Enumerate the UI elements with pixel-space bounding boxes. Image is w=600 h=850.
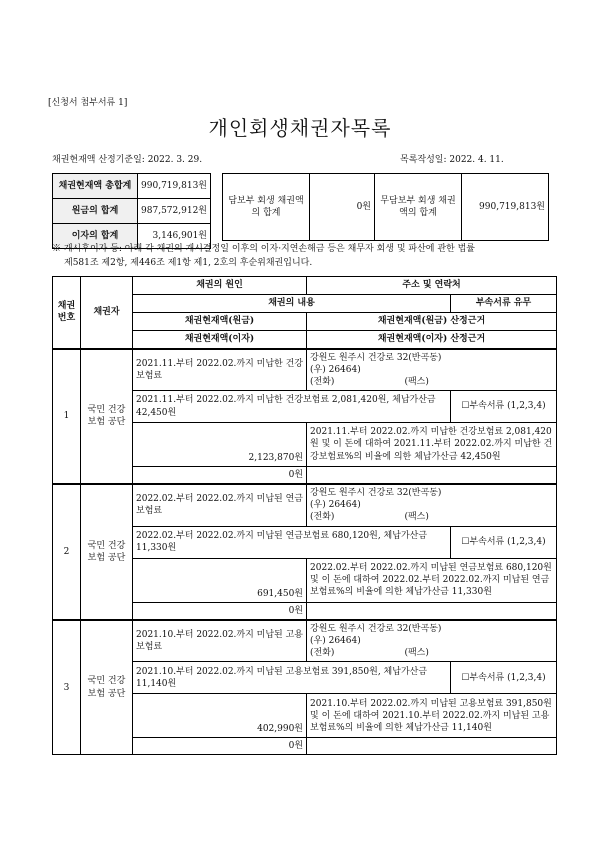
secured-label: 담보부 회생 채권액의 합계 xyxy=(223,174,310,241)
note xyxy=(52,243,562,270)
entry-content: 2022.02.부터 2022.02.까지 미납된 연금보험료 680,120원, 체납가산금 11,330원 xyxy=(133,526,451,558)
entry-content: 2021.11.부터 2022.02.까지 미납한 건강보험료 2,081,420원, 체납가산금 42,450원 xyxy=(133,391,451,423)
entry-fax: (팩스) xyxy=(404,512,429,523)
header-content: 채권의 내용 xyxy=(133,295,451,313)
entry-address-cell xyxy=(307,349,557,391)
entry-principal: 691,450원 xyxy=(133,558,307,602)
principal-sum-label: 원금의 합계 xyxy=(53,199,138,224)
entry-phone: (전화) xyxy=(310,376,335,387)
entry-interest-basis xyxy=(307,738,557,755)
entry-attach: ☐부속서류 (1,2,3,4) xyxy=(451,662,557,694)
header-creditor: 채권자 xyxy=(81,277,133,349)
entry-fax: (팩스) xyxy=(404,376,429,387)
entry-principal-basis: 2021.10.부터 2022.02.까지 미납된 고용보험료 391,850원 및 이 돈에 대하여 2021.10.부터 2022.02.까지 미납된 고용보험료%의 비율에 의한 체납가산금 11,140원 xyxy=(307,694,557,738)
header-no: 채권번호 xyxy=(53,277,81,349)
header-interest-basis: 채권현재액(이자) 산정근거 xyxy=(307,331,557,349)
basis-date: 채권현재액 산정기준일: 2022. 3. 29. xyxy=(52,155,203,165)
entry-address: 강원도 원주시 건강로 32(반곡동) xyxy=(310,623,442,634)
entry-principal-basis: 2021.11.부터 2022.02.까지 미납한 건강보험료 2,081,420원 및 이 돈에 대하여 2021.11.부터 2022.02.까지 미납한 건강보험료%의 비율에 의한 체납가산금 42,450원 xyxy=(307,423,557,467)
entry-contact xyxy=(310,511,553,523)
entry-content: 2021.10.부터 2022.02.까지 미납된 고용보험료 391,850원, 체납가산금 11,140원 xyxy=(133,662,451,694)
entry-attach: ☐부속서류 (1,2,3,4) xyxy=(451,526,557,558)
header-cause: 채권의 원인 xyxy=(133,277,307,295)
entry-principal: 2,123,870원 xyxy=(133,423,307,467)
interest-sum-label: 이자의 합계 xyxy=(53,224,138,249)
entry-interest: 0원 xyxy=(133,602,307,620)
entry-creditor: 국민 건강 보험 공단 xyxy=(81,349,133,485)
unsecured-value: 990,719,813원 xyxy=(462,174,549,241)
entry-creditor: 국민 건강 보험 공단 xyxy=(81,620,133,755)
secured-summary-table xyxy=(222,173,549,241)
unsecured-label: 무담보부 회생 채권액의 합계 xyxy=(375,174,462,241)
entry-address: 강원도 원주시 건강로 32(반곡동) xyxy=(310,352,442,363)
written-date: 목록작성일: 2022. 4. 11. xyxy=(400,155,504,165)
entry-no: 1 xyxy=(53,349,81,485)
note-line-2: 제581조 제2항, 제446조 제1항 제1, 2호의 후순위채권입니다. xyxy=(64,257,313,268)
entry-principal-basis: 2022.02.부터 2022.02.까지 미납된 연금보험료 680,120원 및 이 돈에 대하여 2022.02.부터 2022.02.까지 미납된 연금보험료%의 비율에 의한 체납가산금 11,330원 xyxy=(307,558,557,602)
entry-cause: 2021.11.부터 2022.02.까지 미납한 건강보험료 xyxy=(133,349,307,391)
header-address: 주소 및 연락처 xyxy=(307,277,557,295)
entry-creditor: 국민 건강 보험 공단 xyxy=(81,484,133,620)
entry-phone: (전화) xyxy=(310,648,335,659)
entry-contact xyxy=(310,376,553,388)
entry-postal: (우) 26464) xyxy=(310,500,361,511)
entry-no: 2 xyxy=(53,484,81,620)
entry-interest: 0원 xyxy=(133,738,307,755)
entry-contact xyxy=(310,647,553,659)
summary-table xyxy=(52,173,211,249)
principal-sum-value: 987,572,912원 xyxy=(138,199,211,224)
entry-interest: 0원 xyxy=(133,467,307,485)
entry-attach: ☐부속서류 (1,2,3,4) xyxy=(451,391,557,423)
secured-value: 0원 xyxy=(310,174,375,241)
total-label: 채권현재액 총합계 xyxy=(53,174,138,199)
interest-sum-value: 3,146,901원 xyxy=(138,224,211,249)
document-pretitle: [신청서 첨부서류 1] xyxy=(48,98,128,108)
document-title: 개인회생채권자목록 xyxy=(208,116,392,140)
entry-principal: 402,990원 xyxy=(133,694,307,738)
entry-interest-basis xyxy=(307,602,557,620)
entry-no: 3 xyxy=(53,620,81,755)
entry-cause: 2022.02.부터 2022.02.까지 미납된 연금보험료 xyxy=(133,484,307,526)
entry-postal: (우) 26464) xyxy=(310,364,361,375)
entry-address: 강원도 원주시 건강로 32(반곡동) xyxy=(310,488,442,499)
entry-address-cell xyxy=(307,620,557,662)
note-line-1: ※ 개시후이자 등: 아래 각 채권의 개시결정일 이후의 이자·지연손해금 등은 채무자 회생 및 파산에 관한 법률 xyxy=(52,244,475,254)
entry-phone: (전화) xyxy=(310,512,335,523)
creditor-table xyxy=(52,276,557,755)
total-value: 990,719,813원 xyxy=(138,174,211,199)
header-interest: 채권현재액(이자) xyxy=(133,331,307,349)
entry-postal: (우) 26464) xyxy=(310,635,361,646)
entry-interest-basis xyxy=(307,467,557,485)
entry-cause: 2021.10.부터 2022.02.까지 미납된 고용보험료 xyxy=(133,620,307,662)
header-principal: 채권현재액(원금) xyxy=(133,313,307,331)
entry-address-cell xyxy=(307,484,557,526)
entry-fax: (팩스) xyxy=(404,648,429,659)
header-principal-basis: 채권현재액(원금) 산정근거 xyxy=(307,313,557,331)
header-attach: 부속서류 유무 xyxy=(451,295,557,313)
